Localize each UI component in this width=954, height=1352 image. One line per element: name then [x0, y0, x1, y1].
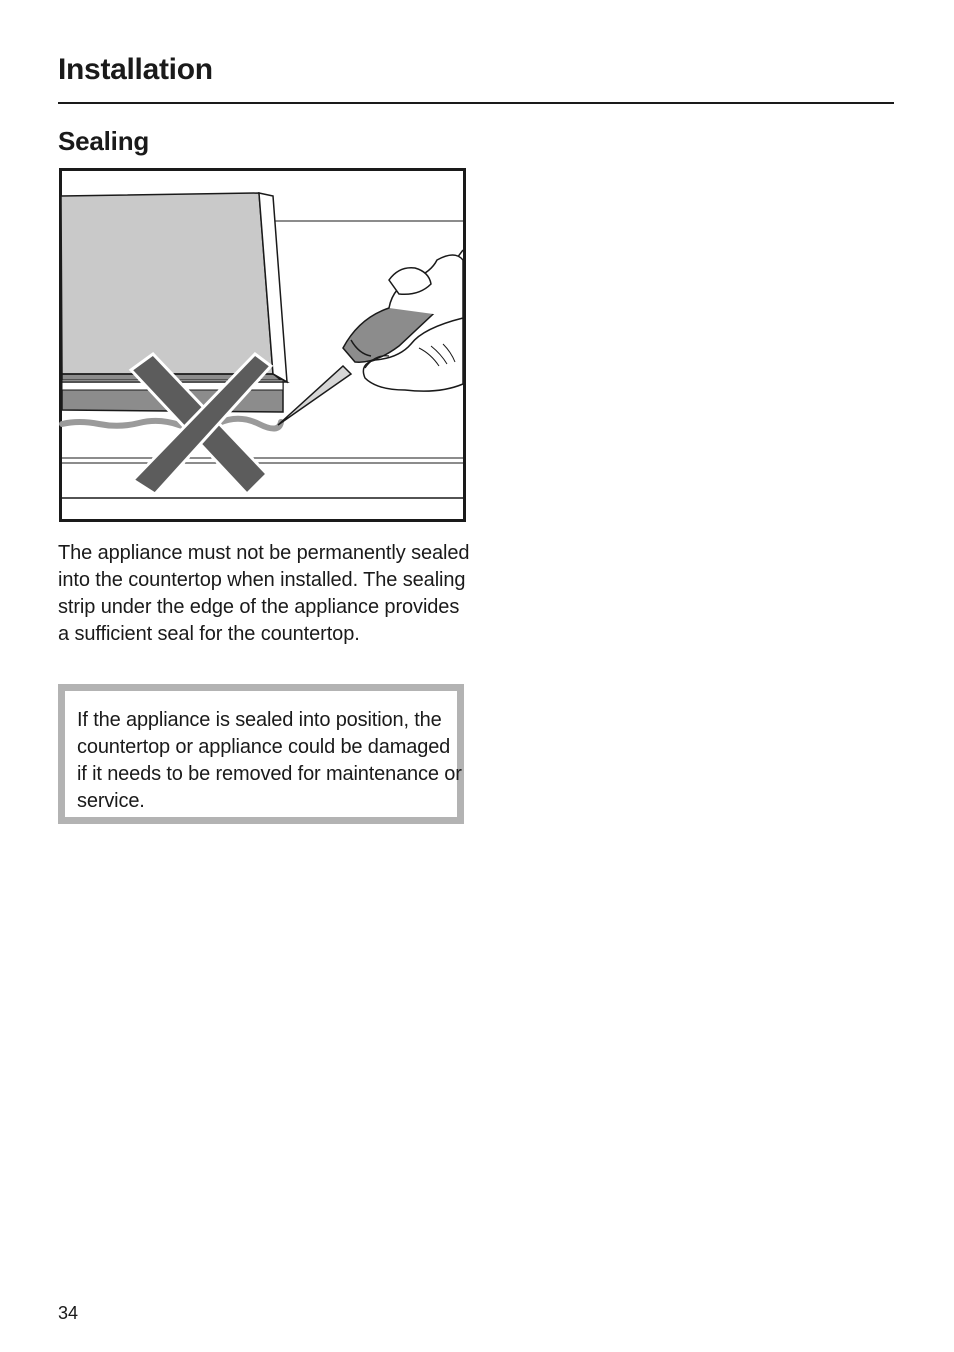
body-paragraph: The appliance must not be permanently sealed into the countertop when installed. The sealing strip under the edge of the appliance provides a sufficient seal for the countertop. — [58, 542, 470, 645]
page-number: 34 — [58, 1303, 79, 1323]
section-heading: Sealing — [58, 126, 150, 156]
page-title: Installation — [58, 53, 213, 86]
page-header — [58, 50, 894, 104]
note-text: If the appliance is sealed into position, the countertop or appliance could be damaged if it needs to be removed for maintenance or service. — [77, 709, 462, 812]
note-box — [58, 684, 464, 824]
sealing-illustration — [59, 168, 466, 522]
sealing-illustration-drawing — [59, 168, 466, 522]
